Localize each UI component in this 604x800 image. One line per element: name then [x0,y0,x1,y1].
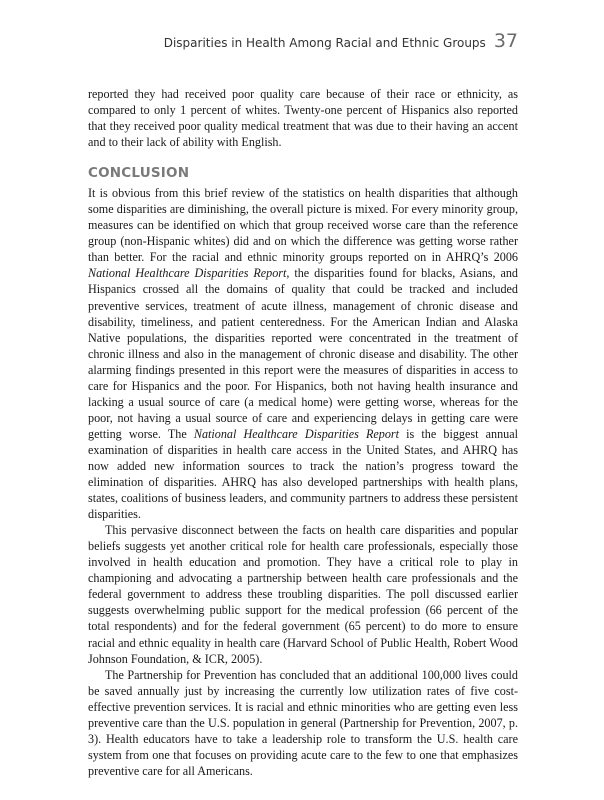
page-number: 37 [493,30,518,52]
report-title-italic-2: National Healthcare Disparities Report [193,426,400,441]
intro-paragraph: reported they had received poor quality care because of their race or ethnicity, as compared to only 1 percent of whites. Twenty-one percent of Hispanics also reported that they received poor quality medical treatment that was due to their having an accent and to their lack of ability with English. [88,87,518,150]
conclusion-paragraph-2: This pervasive disconnect between the facts on health care disparities and popular beliefs suggests yet another critical role for health care professionals, especially those involved in health education and promotion. They have a critical role to play in championing and advocating a partnership between health care professionals and the federal government to address these troubling disparities. The poll discussed earlier suggests overwhelming public support for the medical profession (66 percent of the total respondents) and for the federal government (65 percent) to do more to ensure racial and ethnic equality in health care (Harvard School of Public Health, Robert Wood Johnson Foundation, & ICR, 2005). [88,523,518,666]
conclusion-paragraph-1-part-a: It is obvious from this brief review of the statistics on health disparities that although some disparities are diminishing, the overall picture is mixed. For every minority group, measures can be identified on which that group received worse care than the reference group (non-Hispanic whites) did and on which the difference was getting worse rather than better. For the racial and ethnic minority groups reported on in AHRQ’s 2006 [88,186,518,265]
conclusion-paragraph-1-part-c: is the biggest annual examination of disparities in health care access in the United States, and AHRQ has now added new information sources to track the nation’s progress toward the elimination of disparities. AHRQ has also developed partnerships with health plans, states, coalitions of business leaders, and community partners to address these persistent disparities. [88,426,518,522]
page-body [88,86,518,779]
conclusion-paragraph-1 [88,185,518,522]
running-header-title: Disparities in Health Among Racial and Ethnic Groups [163,36,486,50]
conclusion-paragraph-3: The Partnership for Prevention has concluded that an additional 100,000 lives could be saved annually just by increasing the currently low utilization rates of five cost-effective prevention services. It is racial and ethnic minorities who are getting even less preventive care than the U.S. population in general (Partnership for Prevention, 2007, p. 3). Health educators have to take a leadership role to transform the U.S. health care system from one that focuses on providing acute care to the few to one that emphasizes preventive care for all Americans. [88,667,518,778]
running-header [164,30,518,54]
conclusion-paragraph-1-part-b: the disparities found for blacks, Asians, and Hispanics crossed all the domains of quality that could be tracked and included preventive services, treatment of acute illness, management of chronic disease and disability, timeliness, and patient centeredness. For the American Indian and Alaska Native populations, the disparities reported were concentrated in the treatment of chronic illness and also in the management of chronic disease and disability. The other alarming findings presented in this report were the measures of disparities in access to care for Hispanics and the poor. For Hispanics, both not having health insurance and lacking a usual source of care (a medical home) were getting worse, whereas for the poor, not having a usual source of care and experiencing delays in getting care were getting worse. The [88,266,518,441]
report-title-italic: National Healthcare Disparities Report, [88,266,290,281]
section-heading-conclusion: CONCLUSION [88,165,190,182]
